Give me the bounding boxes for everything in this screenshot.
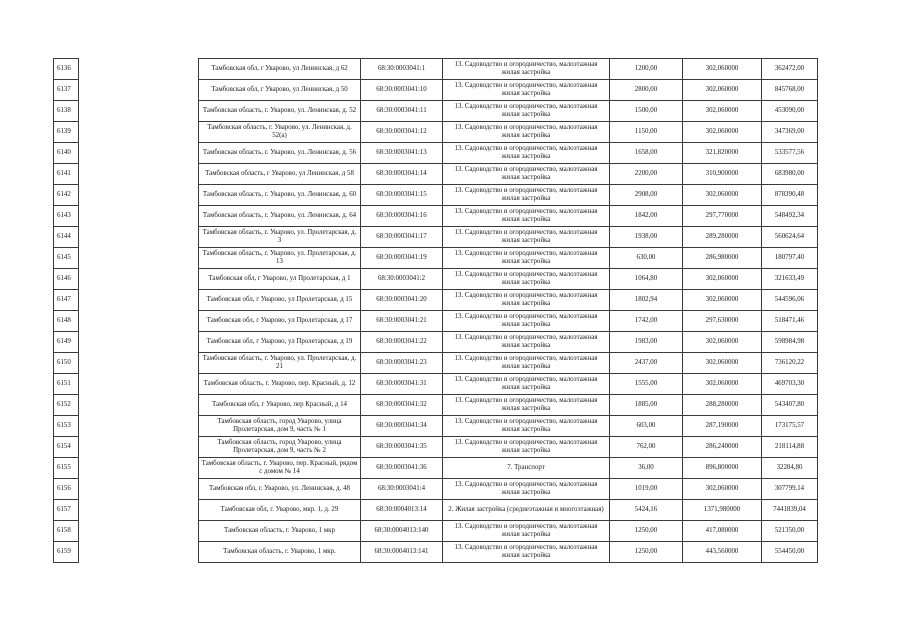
row-number-cell: 6143 [54,206,79,227]
area-cell: 36,00 [610,458,683,479]
spacer-cell [79,122,199,143]
specific-value-cell: 288,280000 [683,395,762,416]
row-number-cell: 6151 [54,374,79,395]
specific-value-cell: 302,060000 [683,479,762,500]
spacer-cell [79,164,199,185]
area-cell: 2800,00 [610,80,683,101]
row-number-cell: 6156 [54,479,79,500]
address-cell: Тамбовская область, г. Уварово, ул. Пролетарская, д. 3 [199,227,361,248]
land-use-cell: 13. Садоводство и огородничество, малоэтажная жилая застройка [443,185,610,206]
spacer-cell [79,458,199,479]
address-cell: Тамбовская обл, г Уварово, ул Пролетарская, д 1 [199,269,361,290]
address-cell: Тамбовская область, г. Уварово, ул. Пролетарская, д. 13 [199,248,361,269]
cadastral-value-cell: 218114,88 [762,437,818,458]
cadastral-number-cell: 68:30:0003041:1 [361,59,443,80]
area-cell: 1250,00 [610,521,683,542]
address-cell: Тамбовская область, г. Уварово, пер. Красный, д. 12 [199,374,361,395]
cadastral-value-cell: 548492,34 [762,206,818,227]
specific-value-cell: 302,060000 [683,332,762,353]
cadastral-value-cell: 362472,00 [762,59,818,80]
land-use-cell: 13. Садоводство и огородничество, малоэтажная жилая застройка [443,542,610,563]
address-cell: Тамбовская обл, г. Уварово, ул. Ленинская, д. 48 [199,479,361,500]
area-cell: 630,00 [610,248,683,269]
cadastral-number-cell: 68:30:0003041:20 [361,290,443,311]
row-number-cell: 6157 [54,500,79,521]
area-cell: 1555,00 [610,374,683,395]
cadastral-number-cell: 68:30:0004013:141 [361,542,443,563]
table-row [54,311,818,332]
area-cell: 1064,80 [610,269,683,290]
table-row [54,143,818,164]
cadastral-value-cell: 521350,00 [762,521,818,542]
table-row [54,101,818,122]
table-row [54,164,818,185]
cadastral-value-cell: 560624,64 [762,227,818,248]
table-row [54,332,818,353]
specific-value-cell: 302,060000 [683,122,762,143]
address-cell: Тамбовская область, г. Уварово, ул. Ленинская, д. 60 [199,185,361,206]
table-row [54,269,818,290]
land-use-cell: 13. Садоводство и огородничество, малоэтажная жилая застройка [443,143,610,164]
cadastral-number-cell: 68:30:0003041:22 [361,332,443,353]
address-cell: Тамбовская область, г. Уварово, ул. Ленинская, д. 52(а) [199,122,361,143]
cadastral-number-cell: 68:30:0003041:14 [361,164,443,185]
land-use-cell: 13. Садоводство и огородничество, малоэтажная жилая застройка [443,374,610,395]
land-use-cell: 13. Садоводство и огородничество, малоэтажная жилая застройка [443,248,610,269]
cadastral-number-cell: 68:30:0003041:19 [361,248,443,269]
table-row [54,500,818,521]
address-cell: Тамбовская область, г Уварово, ул Ленинская, д 58 [199,164,361,185]
address-cell: Тамбовская обл, г. Уварово, мкр. 1, д. 29 [199,500,361,521]
specific-value-cell: 310,900000 [683,164,762,185]
table-row [54,122,818,143]
specific-value-cell: 302,060000 [683,269,762,290]
address-cell: Тамбовская область, г. Уварово, 1 мкр. [199,542,361,563]
area-cell: 1938,00 [610,227,683,248]
specific-value-cell: 302,060000 [683,290,762,311]
cadastral-value-cell: 543407,80 [762,395,818,416]
area-cell: 1150,00 [610,122,683,143]
table-row [54,395,818,416]
spacer-cell [79,479,199,500]
cadastral-value-cell: 32284,80 [762,458,818,479]
specific-value-cell: 321,820000 [683,143,762,164]
cadastral-number-cell: 68:30:0003041:35 [361,437,443,458]
cadastral-number-cell: 68:30:0003041:15 [361,185,443,206]
cadastral-number-cell: 68:30:0003041:12 [361,122,443,143]
row-number-cell: 6141 [54,164,79,185]
row-number-cell: 6146 [54,269,79,290]
land-use-cell: 13. Садоводство и огородничество, малоэтажная жилая застройка [443,101,610,122]
land-use-cell: 13. Садоводство и огородничество, малоэтажная жилая застройка [443,332,610,353]
row-number-cell: 6149 [54,332,79,353]
cadastral-value-cell: 683980,00 [762,164,818,185]
address-cell: Тамбовская обл, г Уварово, ул Ленинская, д 50 [199,80,361,101]
cadastral-value-cell: 453090,00 [762,101,818,122]
spacer-cell [79,521,199,542]
cadastral-value-cell: 554450,00 [762,542,818,563]
address-cell: Тамбовская область, г. Уварово, ул. Ленинская, д. 56 [199,143,361,164]
spacer-cell [79,269,199,290]
specific-value-cell: 1371,980000 [683,500,762,521]
table-row [54,248,818,269]
address-cell: Тамбовская область, город Уварово, улица Пролетарская, дом 9, часть № 2 [199,437,361,458]
table-row [54,353,818,374]
land-use-cell: 13. Садоводство и огородничество, малоэтажная жилая застройка [443,521,610,542]
cadastral-number-cell: 68:30:0003041:23 [361,353,443,374]
land-use-cell: 7. Транспорт [443,458,610,479]
area-cell: 1802,94 [610,290,683,311]
table-row [54,416,818,437]
cadastral-number-cell: 68:30:0003041:32 [361,395,443,416]
land-use-cell: 13. Садоводство и огородничество, малоэтажная жилая застройка [443,206,610,227]
specific-value-cell: 896,800000 [683,458,762,479]
cadastral-value-table [53,58,818,563]
table-row [54,59,818,80]
area-cell: 762,00 [610,437,683,458]
cadastral-value-cell: 878390,48 [762,185,818,206]
land-use-cell: 13. Садоводство и огородничество, малоэтажная жилая застройка [443,269,610,290]
land-use-cell: 13. Садоводство и огородничество, малоэтажная жилая застройка [443,395,610,416]
cadastral-value-cell: 7441839,04 [762,500,818,521]
spacer-cell [79,185,199,206]
cadastral-value-cell: 347369,00 [762,122,818,143]
specific-value-cell: 443,560000 [683,542,762,563]
area-cell: 5424,16 [610,500,683,521]
specific-value-cell: 302,060000 [683,353,762,374]
spacer-cell [79,542,199,563]
spacer-cell [79,374,199,395]
cadastral-number-cell: 68:30:0003041:16 [361,206,443,227]
address-cell: Тамбовская область, г. Уварово, ул. Пролетарская, д. 21 [199,353,361,374]
cadastral-number-cell: 68:30:0003041:13 [361,143,443,164]
specific-value-cell: 302,060000 [683,101,762,122]
cadastral-number-cell: 68:30:0003041:34 [361,416,443,437]
cadastral-number-cell: 68:30:0003041:21 [361,311,443,332]
land-use-cell: 13. Садоводство и огородничество, малоэтажная жилая застройка [443,353,610,374]
spacer-cell [79,416,199,437]
specific-value-cell: 302,060000 [683,185,762,206]
spacer-cell [79,500,199,521]
address-cell: Тамбовская область, г. Уварово, ул. Ленинская, д. 64 [199,206,361,227]
cadastral-number-cell: 68:30:0003041:2 [361,269,443,290]
spacer-cell [79,332,199,353]
area-cell: 2908,00 [610,185,683,206]
area-cell: 1019,00 [610,479,683,500]
row-number-cell: 6138 [54,101,79,122]
spacer-cell [79,353,199,374]
area-cell: 1250,00 [610,542,683,563]
row-number-cell: 6153 [54,416,79,437]
row-number-cell: 6152 [54,395,79,416]
specific-value-cell: 417,080000 [683,521,762,542]
row-number-cell: 6154 [54,437,79,458]
specific-value-cell: 297,630000 [683,311,762,332]
spacer-cell [79,206,199,227]
cadastral-number-cell: 68:30:0003041:36 [361,458,443,479]
row-number-cell: 6145 [54,248,79,269]
land-use-cell: 13. Садоводство и огородничество, малоэтажная жилая застройка [443,416,610,437]
spacer-cell [79,311,199,332]
spacer-cell [79,143,199,164]
area-cell: 1200,00 [610,59,683,80]
specific-value-cell: 302,060000 [683,374,762,395]
address-cell: Тамбовская область, г. Уварово, 1 мкр [199,521,361,542]
table-row [54,542,818,563]
specific-value-cell: 286,240000 [683,437,762,458]
row-number-cell: 6147 [54,290,79,311]
land-use-cell: 13. Садоводство и огородничество, малоэтажная жилая застройка [443,290,610,311]
address-cell: Тамбовская область, г. Уварово, пер. Красный, рядом с домом № 14 [199,458,361,479]
cadastral-value-cell: 845768,00 [762,80,818,101]
spacer-cell [79,227,199,248]
land-use-cell: 13. Садоводство и огородничество, малоэтажная жилая застройка [443,227,610,248]
cadastral-number-cell: 68:30:0003041:4 [361,479,443,500]
land-use-cell: 13. Садоводство и огородничество, малоэтажная жилая застройка [443,80,610,101]
land-use-cell: 2. Жилая застройка (среднеэтажная и многоэтажная) [443,500,610,521]
area-cell: 1885,00 [610,395,683,416]
table-row [54,437,818,458]
row-number-cell: 6148 [54,311,79,332]
cadastral-value-cell: 321633,49 [762,269,818,290]
specific-value-cell: 289,280000 [683,227,762,248]
cadastral-number-cell: 68:30:0004013:140 [361,521,443,542]
address-cell: Тамбовская обл, г Уварово, ул Пролетарская, д 17 [199,311,361,332]
land-use-cell: 13. Садоводство и огородничество, малоэтажная жилая застройка [443,479,610,500]
row-number-cell: 6137 [54,80,79,101]
cadastral-value-cell: 544596,06 [762,290,818,311]
row-number-cell: 6158 [54,521,79,542]
table-row [54,80,818,101]
address-cell: Тамбовская обл, г Уварово, ул Пролетарская, д 19 [199,332,361,353]
address-cell: Тамбовская область, город Уварово, улица Пролетарская, дом 9, часть № 1 [199,416,361,437]
address-cell: Тамбовская обл, г Уварово, ул Пролетарская, д 15 [199,290,361,311]
table-row [54,206,818,227]
area-cell: 603,00 [610,416,683,437]
row-number-cell: 6155 [54,458,79,479]
area-cell: 1742,00 [610,311,683,332]
row-number-cell: 6136 [54,59,79,80]
address-cell: Тамбовская обл, г Уварово, пер Красный, д 14 [199,395,361,416]
row-number-cell: 6144 [54,227,79,248]
land-use-cell: 13. Садоводство и огородничество, малоэтажная жилая застройка [443,437,610,458]
row-number-cell: 6140 [54,143,79,164]
cadastral-value-cell: 533577,56 [762,143,818,164]
area-cell: 1658,00 [610,143,683,164]
row-number-cell: 6150 [54,353,79,374]
specific-value-cell: 297,770000 [683,206,762,227]
area-cell: 2437,00 [610,353,683,374]
table-row [54,458,818,479]
spacer-cell [79,437,199,458]
land-use-cell: 13. Садоводство и огородничество, малоэтажная жилая застройка [443,122,610,143]
cadastral-value-cell: 173175,57 [762,416,818,437]
table-row [54,479,818,500]
cadastral-number-cell: 68:30:0004013:14 [361,500,443,521]
cadastral-number-cell: 68:30:0003041:17 [361,227,443,248]
area-cell: 1500,00 [610,101,683,122]
area-cell: 2200,00 [610,164,683,185]
specific-value-cell: 302,060000 [683,59,762,80]
area-cell: 1983,00 [610,332,683,353]
specific-value-cell: 287,190000 [683,416,762,437]
land-use-cell: 13. Садоводство и огородничество, малоэтажная жилая застройка [443,311,610,332]
cadastral-number-cell: 68:30:0003041:10 [361,80,443,101]
cadastral-value-cell: 307799,14 [762,479,818,500]
table-row [54,290,818,311]
spacer-cell [79,59,199,80]
land-use-cell: 13. Садоводство и огородничество, малоэтажная жилая застройка [443,164,610,185]
land-use-cell: 13. Садоводство и огородничество, малоэтажная жилая застройка [443,59,610,80]
table-row [54,227,818,248]
cadastral-value-cell: 518471,46 [762,311,818,332]
cadastral-value-cell: 469703,30 [762,374,818,395]
spacer-cell [79,101,199,122]
spacer-cell [79,395,199,416]
address-cell: Тамбовская обл, г Уварово, ул Ленинская, д 62 [199,59,361,80]
area-cell: 1842,00 [610,206,683,227]
cadastral-value-cell: 180797,40 [762,248,818,269]
table-row [54,185,818,206]
cadastral-value-cell: 598984,98 [762,332,818,353]
cadastral-value-cell: 736120,22 [762,353,818,374]
row-number-cell: 6139 [54,122,79,143]
specific-value-cell: 286,980000 [683,248,762,269]
row-number-cell: 6159 [54,542,79,563]
address-cell: Тамбовская область, г. Уварово, ул. Ленинская, д. 52 [199,101,361,122]
spacer-cell [79,248,199,269]
table-row [54,374,818,395]
table-row [54,521,818,542]
spacer-cell [79,290,199,311]
cadastral-number-cell: 68:30:0003041:11 [361,101,443,122]
specific-value-cell: 302,060000 [683,80,762,101]
row-number-cell: 6142 [54,185,79,206]
spacer-cell [79,80,199,101]
cadastral-number-cell: 68:30:0003041:31 [361,374,443,395]
